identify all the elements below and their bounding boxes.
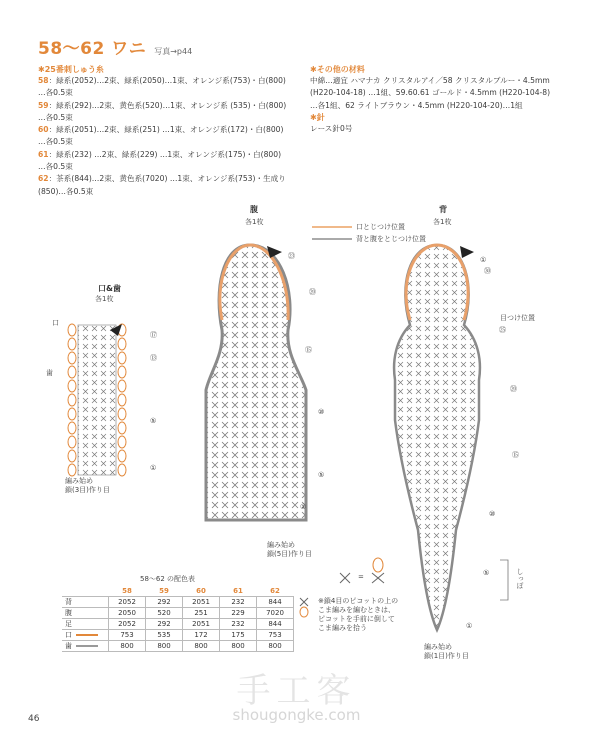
picot-mark <box>68 436 76 448</box>
table-cell: 292 <box>146 619 183 630</box>
note-text: ※鎖4目のピコットの上の こま編みを編むときは、 ピコットを手前に倒して こま編みを拾う <box>318 597 399 632</box>
back-diagram <box>394 245 508 630</box>
table-cell: 800 <box>183 641 220 652</box>
picot-mark <box>68 380 76 392</box>
mouth-label: 口&歯 <box>98 284 121 293</box>
row-name: 腹 <box>62 608 109 619</box>
table-cell: 753 <box>109 630 146 641</box>
table-cell: 232 <box>220 619 257 630</box>
material-code: 60 <box>38 125 49 135</box>
back-count: 各1枚 <box>433 218 452 226</box>
other-material-line: …各1組、62 ライトブラウン・4.5mm (H220-104-20)…1組 <box>310 100 523 110</box>
row-marker: ⑤ <box>150 417 157 425</box>
other-materials-heading: ✱その他の材料 <box>310 65 365 74</box>
picot-mark <box>118 338 126 350</box>
table-cell: 172 <box>183 630 220 641</box>
picot-mark <box>118 450 126 462</box>
picot-mark <box>68 464 76 476</box>
table-cell: 844 <box>257 619 294 630</box>
table-cell: 7020 <box>257 608 294 619</box>
color-table <box>62 586 294 652</box>
table-header: 60 <box>183 586 220 597</box>
other-material-line: (H220-104-18) …1組、59.60.61 ゴールド・4.5mm (H220-104-8) <box>310 88 551 98</box>
table-cell: 520 <box>146 608 183 619</box>
photo-reference: 写真→p44 <box>154 47 193 56</box>
materials-heading: ✱25番刺しゅう糸 <box>38 65 104 74</box>
table-cell: 2052 <box>109 619 146 630</box>
table-cell: 844 <box>257 597 294 608</box>
mouth-start: 編み始め <box>65 477 93 485</box>
row-marker: ⑤ <box>318 471 325 479</box>
picot-mark <box>68 408 76 420</box>
table-cell: 229 <box>220 608 257 619</box>
material-code: 61 <box>38 149 49 159</box>
picot-mark <box>68 394 76 406</box>
table-header <box>62 586 109 597</box>
row-marker: ⑳ <box>309 288 316 296</box>
table-cell: 232 <box>220 597 257 608</box>
belly-count: 各1枚 <box>245 218 264 226</box>
mouth-diagram <box>68 324 126 476</box>
picot-mark <box>68 422 76 434</box>
row-marker: ⑤ <box>483 569 490 577</box>
table-row <box>62 619 294 630</box>
back-label: 背 <box>439 205 447 214</box>
back-start-sub: 鎖(1目)作り目 <box>424 652 469 660</box>
row-marker: ⑩ <box>318 408 325 416</box>
table-cell: 2051 <box>183 597 220 608</box>
belly-label: 腹 <box>250 205 258 214</box>
color-table-block <box>62 575 294 652</box>
page-title: 58〜62 ワニ <box>38 39 147 59</box>
table-cell: 175 <box>220 630 257 641</box>
needle-text: レース針0号 <box>310 123 353 133</box>
table-cell: 753 <box>257 630 294 641</box>
row-line-swatch <box>76 634 98 636</box>
row-marker: ⑩ <box>489 510 496 518</box>
material-text: …各0.5束 <box>38 137 73 147</box>
other-material-line: 中綿…適宜 ハマナカ クリスタルアイ／58 クリスタルブルー・4.5mm <box>310 76 550 85</box>
material-text: ：緑系(232) …2束、緑系(229) …1束、オレンジ系(175)・白(800) <box>48 149 282 159</box>
picot-mark <box>68 366 76 378</box>
material-text: …各0.5束 <box>38 112 73 122</box>
row-marker: ㉕ <box>499 326 506 334</box>
material-code: 59 <box>38 100 49 110</box>
row-name: 足 <box>62 619 109 630</box>
table-header: 61 <box>220 586 257 597</box>
table-row <box>62 641 294 652</box>
table-header: 59 <box>146 586 183 597</box>
material-code: 62 <box>38 174 49 184</box>
note-equals: = <box>358 573 364 581</box>
legend-back: 背と腹をとじつけ位置 <box>312 235 426 244</box>
table-header: 58 <box>109 586 146 597</box>
belly-start-sub: 鎖(5目)作り目 <box>267 550 312 558</box>
mouth-count: 各1枚 <box>95 295 114 303</box>
table-cell: 800 <box>257 641 294 652</box>
material-text: …各0.5束 <box>38 162 73 172</box>
material-text: …各0.5束 <box>38 88 73 98</box>
table-header: 62 <box>257 586 294 597</box>
mouth-start-sub: 鎖(3目)作り目 <box>65 486 110 494</box>
material-text: (850)…各0.5束 <box>38 186 94 196</box>
belly-start: 編み始め <box>267 541 295 549</box>
row-marker: ⑮ <box>305 346 312 354</box>
table-cell: 251 <box>183 608 220 619</box>
row-name: 背 <box>62 597 109 608</box>
row-marker: ① <box>150 464 157 472</box>
row-marker: ⑳ <box>510 385 517 393</box>
row-marker: ㉚ <box>484 267 491 275</box>
row-name: 歯 <box>62 641 109 652</box>
table-row <box>62 608 294 619</box>
picot-mark <box>68 352 76 364</box>
eye-position-label: 目つけ位置 <box>500 314 535 322</box>
row-name: 口 <box>62 630 109 641</box>
table-cell: 2050 <box>109 608 146 619</box>
picot-mark <box>118 436 126 448</box>
table-cell: 800 <box>109 641 146 652</box>
material-text: ：緑系(292)…2束、黄色系(520)…1束、オレンジ系 (535)・白(800) <box>48 100 287 110</box>
teeth-side-label: 歯 <box>46 369 53 377</box>
material-text: ：緑系(2051)…2束、緑系(251) …1束、オレンジ系(172)・白(800) <box>48 125 284 135</box>
table-cell: 2052 <box>109 597 146 608</box>
table-cell: 2051 <box>183 619 220 630</box>
belly-diagram <box>206 245 306 520</box>
legend-mouth: 口とじつけ位置 <box>312 223 405 232</box>
table-cell: 535 <box>146 630 183 641</box>
picot-mark <box>68 450 76 462</box>
row-marker: ⑬ <box>150 354 157 362</box>
row-marker: ① <box>466 622 473 630</box>
picot-mark <box>118 408 126 420</box>
watermark-logo: 手工客 <box>236 671 357 711</box>
material-code: 58 <box>38 76 49 85</box>
row-marker: ⑰ <box>150 331 157 339</box>
row-line-swatch <box>76 645 98 647</box>
needle-heading: ✱針 <box>310 112 325 122</box>
picot-mark <box>68 324 76 336</box>
picot-mark <box>118 394 126 406</box>
mouth-side-label: 口 <box>52 319 59 327</box>
table-row <box>62 597 294 608</box>
picot-mark <box>68 338 76 350</box>
row-marker: ① <box>300 503 307 511</box>
picot-mark <box>118 380 126 392</box>
color-table-title: 58〜62 の配色表 <box>140 575 196 583</box>
material-text: ：茶系(844)…2束、黄色系(7020) …1束、オレンジ系(753)・生成り <box>48 174 286 184</box>
row-marker: ⑮ <box>512 451 519 459</box>
row-marker: ㉓ <box>288 252 295 260</box>
picot-mark <box>118 464 126 476</box>
table-cell: 800 <box>220 641 257 652</box>
table-cell: 800 <box>146 641 183 652</box>
picot-mark <box>118 422 126 434</box>
picot-mark <box>118 352 126 364</box>
table-cell: 292 <box>146 597 183 608</box>
picot-mark <box>118 366 126 378</box>
row-marker: ① <box>480 256 487 264</box>
watermark-url: shougongke.com <box>232 706 361 724</box>
material-text: ：緑系(2052)…2束、緑系(2050)…1束、オレンジ系(753)・白(800) <box>48 76 286 85</box>
table-row <box>62 630 294 641</box>
page-number: 46 <box>28 714 40 724</box>
tail-label: しっぽ <box>516 568 524 589</box>
back-start: 編み始め <box>424 643 452 651</box>
